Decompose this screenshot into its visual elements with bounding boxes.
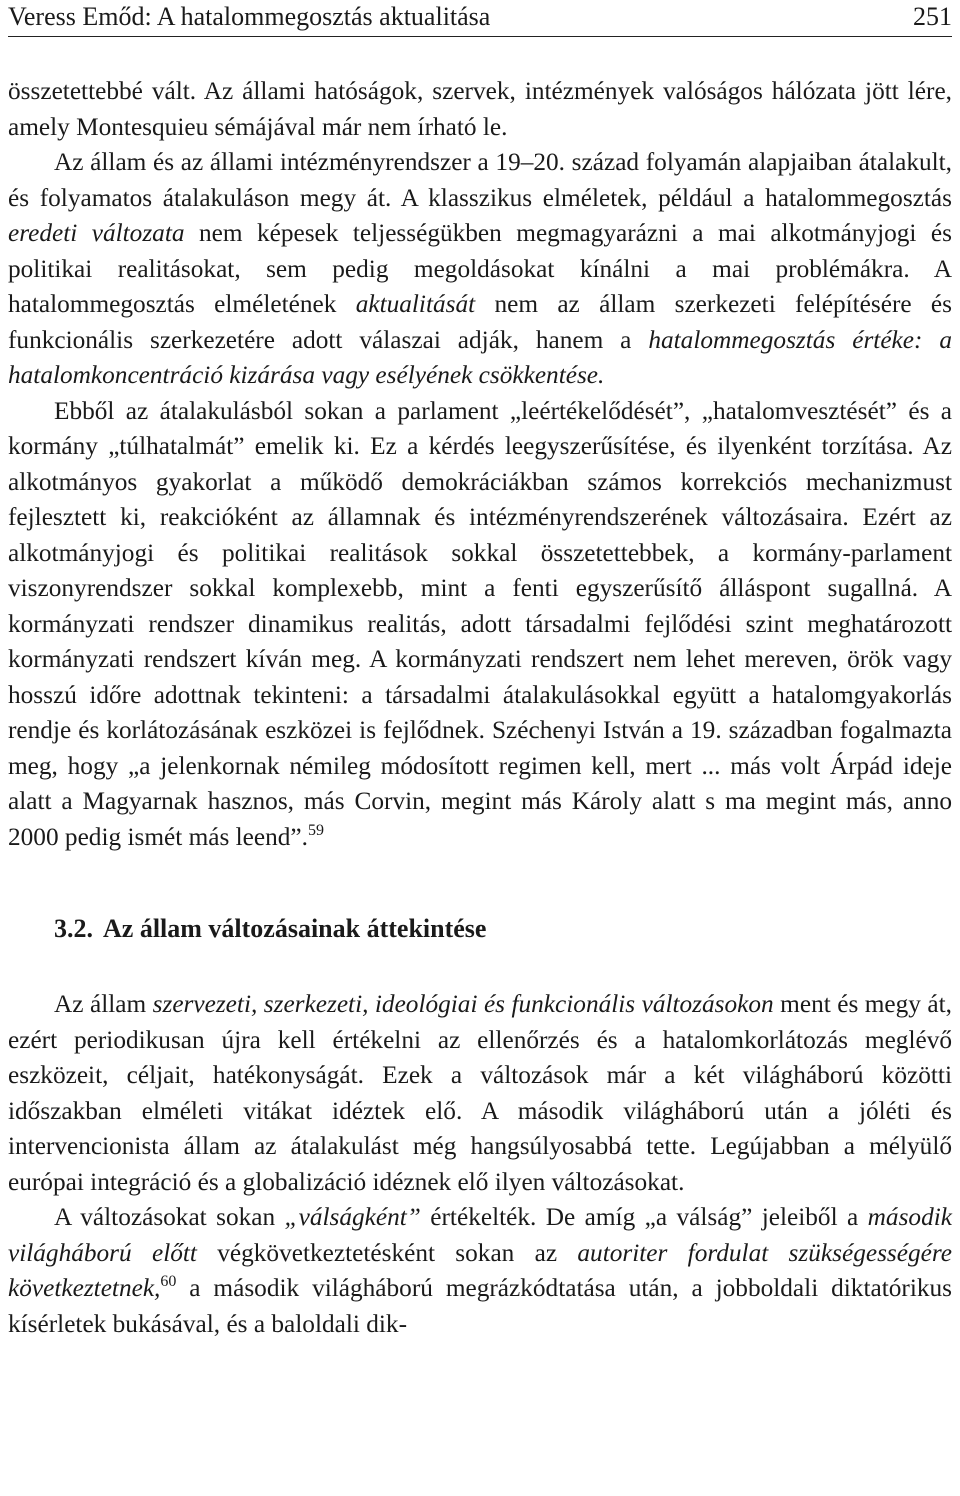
paragraph-4-italic-1: szervezeti, szerkezeti, ideológiai és funkcionális változásokon	[152, 990, 774, 1018]
paragraph-5-italic-1: „válságként”	[284, 1203, 421, 1231]
body-text	[8, 74, 952, 1342]
paragraph-1-text: összetettebbé vált. Az állami hatóságok, szervek, intézmények valóságos hálózata jött lére, amely Montesquieu sémájával már nem írható le.	[8, 77, 952, 141]
section-heading	[8, 911, 952, 947]
footnote-ref-60[interactable]: 60	[160, 1273, 177, 1290]
paragraph-5-italic-2: második világháború előtt	[8, 1203, 952, 1267]
paragraph-5-text-4: a második világháború megrázkódtatása után, a jobboldali diktatórikus kísérletek bukásával, és a baloldali dik-	[8, 1274, 952, 1338]
header-rule	[8, 36, 952, 37]
paragraph-2-italic-3: hatalommegosztás értéke: a hatalomkoncentráció kizárása vagy esélyének csökkentése.	[8, 325, 953, 389]
section-title: Az állam változásainak áttekintése	[103, 914, 487, 943]
paragraph-4-text-2: ment és megy át, ezért periodikusan újra kell értékelni az ellenőrzés és a hatalomkorlátozás meglévő eszközeit, céljait, hatékonyságát. Ezek a változások már a két világháború közötti időszakban elméleti vitákat idéztek elő. A második világháború után a jóléti és intervencionista állam az átalakulást még hangsúlyosabbá tette. Legújabban a mélyülő európai integráció és a globalizáció idéznek elő ilyen változásokat.	[8, 990, 952, 1196]
paragraph-4	[8, 987, 952, 1200]
paragraph-5-text-2: értékelték. De amíg „a válság” jeleiből a	[420, 1203, 868, 1231]
paragraph-5	[8, 1200, 952, 1342]
paragraph-2-text-1: Az állam és az állami intézményrendszer a 19–20. század folyamán alapjaiban átalakult, és folyamatos átalakuláson megy át. A klasszikus elméletek, például a hatalommegosztás	[8, 148, 952, 212]
paragraph-2-text-2: nem képesek teljességükben megmagyarázni a mai alkotmányjogi és politikai realitásokat, sem pedig megoldásokat kínálni a mai problémákra. A hatalommegosztás elméletének	[8, 219, 952, 318]
paragraph-2-text-3: nem az állam szerkezeti felépítésére és funkcionális szerkezetére adott válaszai adják, hanem a	[8, 290, 952, 354]
running-title: Veress Emőd: A hatalommegosztás aktualitása	[8, 2, 491, 31]
paragraph-5-text-3: végkövetkeztetésként sokan az	[196, 1238, 578, 1267]
page-number: 251	[913, 2, 952, 31]
running-header	[8, 0, 952, 36]
paragraph-3-text: Ebből az átalakulásból sokan a parlament „leértékelődését”, „hatalomvesztését” és a kormány „túlhatalmát” emelik ki. Ez a kérdés leegyszerűsítése, és ilyenként torzítása. Az alkotmányos gyakorlat a működő demokráciákban számos korrekciós mechanizmust fejlesztett ki, reakcióként az államnak és intézményrendszerének változásaira. Ezért az alkotmányjogi és politikai realitások sokkal összetettebbek, a kormány-parlament viszonyrendszer sokkal komplexebb, mint a fenti egyszerűsítő álláspont sugallná. A kormányzati rendszer dinamikus realitás, adott társadalmi fejlődési szint meghatározott kormányzati rendszert kíván meg. A kormányzati rendszert nem lehet mereven, örök vagy hosszú időre adottnak tekinteni: a társadalmi átalakulásokkal együtt a hatalomgyakorlás rendje és korlátozásának eszközei is fejlődnek. Széchenyi István a 19. században fogalmazta meg, hogy „a jelenkornak némileg módosított regimen kell, mert ... más volt Árpád ideje alatt a Magyarnak hasznos, más Corvin, megint más Károly alatt s ma megint más, anno 2000 pedig ismét más leend”.	[8, 396, 952, 851]
page	[8, 0, 952, 1342]
paragraph-5-text-1: A változásokat sokan	[54, 1203, 285, 1231]
paragraph-2-italic-2: aktualitását	[355, 290, 476, 318]
footnote-ref-59[interactable]: 59	[307, 821, 324, 839]
paragraph-2-italic-1: eredeti változata	[8, 219, 185, 247]
paragraph-2	[8, 145, 952, 394]
paragraph-4-text-1: Az állam	[54, 990, 153, 1018]
paragraph-1	[8, 74, 952, 145]
section-number: 3.2.	[54, 914, 93, 943]
paragraph-5-italic-3: autoriter fordulat szükségességére következtetnek,	[8, 1238, 952, 1302]
paragraph-3	[8, 394, 952, 856]
